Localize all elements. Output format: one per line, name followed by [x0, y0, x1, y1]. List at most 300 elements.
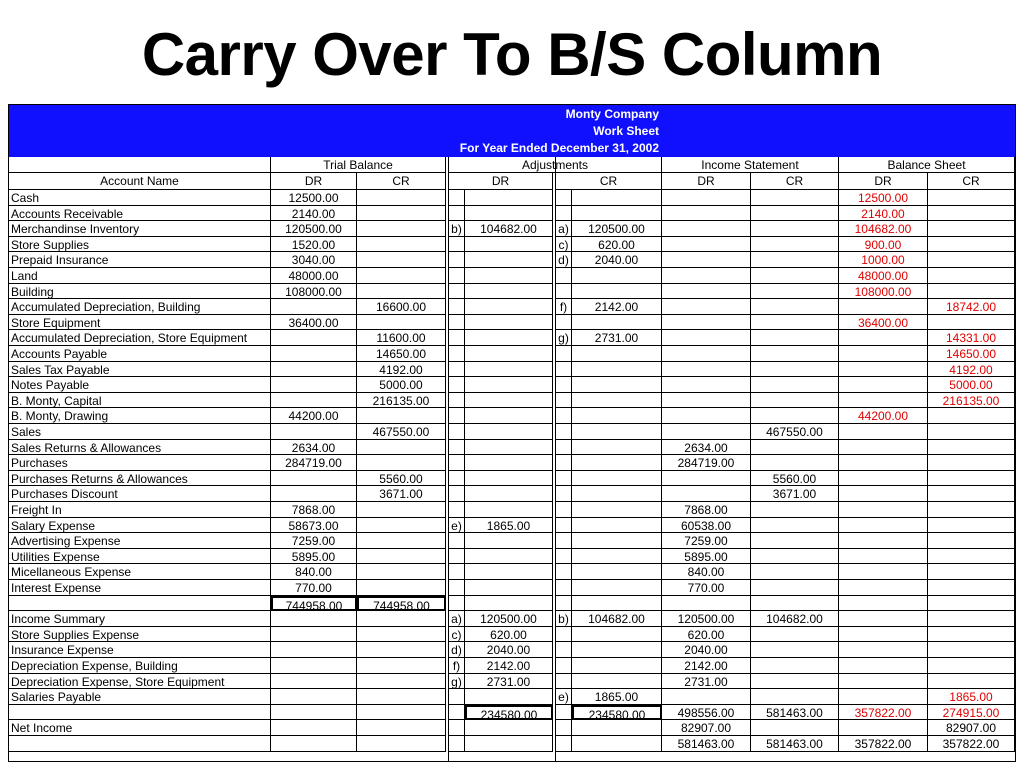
amount-cell: [928, 564, 1015, 580]
account-name-cell: Purchases Returns & Allowances: [9, 471, 271, 486]
amount-cell: [556, 486, 572, 502]
account-name-cell: Notes Payable: [9, 377, 271, 393]
amount-cell: 2731.00: [465, 674, 553, 689]
amount-cell: [357, 705, 446, 720]
amount-cell: 12500.00: [271, 190, 357, 206]
amount-cell: 44200.00: [839, 408, 928, 424]
amount-cell: [751, 658, 839, 674]
amount-cell: [556, 440, 572, 455]
amount-cell: 5560.00: [751, 471, 839, 486]
amount-cell: [662, 377, 751, 393]
amount-cell: [751, 564, 839, 580]
amount-cell: 3671.00: [751, 486, 839, 502]
amount-cell: [839, 502, 928, 518]
account-name-cell: Sales Tax Payable: [9, 362, 271, 377]
amount-cell: [449, 596, 465, 611]
amount-cell: [928, 502, 1015, 518]
amount-cell: [928, 315, 1015, 330]
amount-cell: [751, 642, 839, 658]
amount-cell: [271, 377, 357, 393]
amount-cell: [751, 408, 839, 424]
amount-cell: [556, 206, 572, 221]
amount-cell: [357, 658, 446, 674]
amount-cell: [572, 674, 662, 689]
amount-cell: [572, 564, 662, 580]
amount-cell: [839, 362, 928, 377]
amount-cell: [449, 268, 465, 284]
account-name-header: Account Name: [9, 173, 271, 190]
bs-dr-header: DR: [839, 173, 928, 190]
amount-cell: 104682.00: [751, 611, 839, 627]
amount-cell: 744958.00: [357, 596, 446, 611]
amount-cell: [465, 252, 553, 268]
amount-cell: [357, 502, 446, 518]
amount-cell: 3671.00: [357, 486, 446, 502]
amount-cell: 467550.00: [357, 424, 446, 440]
account-name-cell: [9, 596, 271, 611]
amount-cell: [928, 424, 1015, 440]
trial-balance-header: Trial Balance: [271, 157, 446, 173]
amount-cell: 284719.00: [271, 455, 357, 471]
account-name-cell: B. Monty, Capital: [9, 393, 271, 408]
amount-cell: [572, 268, 662, 284]
amount-cell: 2731.00: [662, 674, 751, 689]
amount-cell: [556, 502, 572, 518]
amount-cell: [465, 486, 553, 502]
amount-cell: 48000.00: [271, 268, 357, 284]
amount-cell: [271, 720, 357, 736]
amount-cell: 357822.00: [928, 736, 1015, 752]
amount-cell: [662, 393, 751, 408]
amount-cell: [357, 549, 446, 564]
amount-cell: [928, 284, 1015, 299]
amount-cell: [449, 393, 465, 408]
work-sheet: [8, 104, 1016, 762]
company-name: Monty Company: [565, 107, 659, 121]
amount-cell: [572, 346, 662, 362]
amount-cell: [271, 642, 357, 658]
account-name-cell: Cash: [9, 190, 271, 206]
amount-cell: 840.00: [662, 564, 751, 580]
amount-cell: [465, 502, 553, 518]
amount-cell: 5895.00: [271, 549, 357, 564]
amount-cell: [556, 596, 572, 611]
amount-cell: 3040.00: [271, 252, 357, 268]
amount-cell: [928, 642, 1015, 658]
amount-cell: [556, 674, 572, 689]
amount-cell: 18742.00: [928, 299, 1015, 315]
amount-cell: 12500.00: [839, 190, 928, 206]
amount-cell: [928, 549, 1015, 564]
amount-cell: [465, 362, 553, 377]
amount-cell: [839, 549, 928, 564]
amount-cell: 2142.00: [572, 299, 662, 315]
slide-title: Carry Over To B/S Column: [141, 21, 883, 88]
amount-cell: 1520.00: [271, 237, 357, 252]
amount-cell: 2140.00: [271, 206, 357, 221]
amount-cell: [928, 471, 1015, 486]
amount-cell: d): [556, 252, 572, 268]
amount-cell: [572, 315, 662, 330]
amount-cell: [572, 362, 662, 377]
amount-cell: [662, 424, 751, 440]
amount-cell: [449, 408, 465, 424]
account-name-cell: Accounts Receivable: [9, 206, 271, 221]
amount-cell: [662, 486, 751, 502]
adj-dr-header: DR: [449, 173, 553, 190]
amount-cell: [751, 346, 839, 362]
account-name-cell: Freight In: [9, 502, 271, 518]
amount-cell: 234580.00: [572, 705, 662, 720]
amount-cell: [662, 252, 751, 268]
amount-cell: [556, 471, 572, 486]
amount-cell: 770.00: [662, 580, 751, 596]
amount-cell: 2040.00: [465, 642, 553, 658]
amount-cell: 5000.00: [357, 377, 446, 393]
amount-cell: [662, 237, 751, 252]
amount-cell: 1865.00: [465, 518, 553, 533]
amount-cell: 14331.00: [928, 330, 1015, 346]
amount-cell: [751, 518, 839, 533]
amount-cell: 120500.00: [572, 221, 662, 237]
amount-cell: e): [556, 689, 572, 705]
amount-cell: 120500.00: [662, 611, 751, 627]
amount-cell: [751, 502, 839, 518]
amount-cell: [839, 627, 928, 642]
amount-cell: [751, 268, 839, 284]
amount-cell: [928, 596, 1015, 611]
amount-cell: [751, 533, 839, 549]
amount-cell: [572, 596, 662, 611]
amount-cell: [572, 720, 662, 736]
amount-cell: [839, 330, 928, 346]
amount-cell: 216135.00: [928, 393, 1015, 408]
amount-cell: [662, 346, 751, 362]
amount-cell: [271, 393, 357, 408]
amount-cell: [271, 424, 357, 440]
amount-cell: 234580.00: [465, 705, 553, 720]
amount-cell: [556, 455, 572, 471]
amount-cell: [928, 408, 1015, 424]
amount-cell: [556, 284, 572, 299]
amount-cell: 1865.00: [572, 689, 662, 705]
amount-cell: [662, 596, 751, 611]
amount-cell: [449, 377, 465, 393]
adj-cr-header: CR: [556, 173, 662, 190]
amount-cell: 36400.00: [839, 315, 928, 330]
amount-cell: 2634.00: [662, 440, 751, 455]
amount-cell: f): [449, 658, 465, 674]
amount-cell: [357, 206, 446, 221]
amount-cell: [465, 284, 553, 299]
amount-cell: [271, 362, 357, 377]
amount-cell: a): [556, 221, 572, 237]
amount-cell: 36400.00: [271, 315, 357, 330]
account-name-cell: Accounts Payable: [9, 346, 271, 362]
amount-cell: [751, 237, 839, 252]
amount-cell: [751, 393, 839, 408]
amount-cell: [928, 221, 1015, 237]
amount-cell: 274915.00: [928, 705, 1015, 720]
amount-cell: [928, 237, 1015, 252]
account-name-cell: Micellaneous Expense: [9, 564, 271, 580]
amount-cell: [465, 299, 553, 315]
period-label: For Year Ended December 31, 2002: [459, 141, 659, 155]
amount-cell: [928, 533, 1015, 549]
amount-cell: 5560.00: [357, 471, 446, 486]
amount-cell: 744958.00: [271, 596, 357, 611]
amount-cell: [839, 533, 928, 549]
amount-cell: [271, 674, 357, 689]
amount-cell: 48000.00: [839, 268, 928, 284]
amount-cell: [449, 486, 465, 502]
amount-cell: 14650.00: [928, 346, 1015, 362]
amount-cell: 4192.00: [357, 362, 446, 377]
amount-cell: 4192.00: [928, 362, 1015, 377]
amount-cell: [556, 580, 572, 596]
amount-cell: [751, 596, 839, 611]
amount-cell: [572, 533, 662, 549]
amount-cell: [449, 471, 465, 486]
amount-cell: [751, 455, 839, 471]
amount-cell: 840.00: [271, 564, 357, 580]
amount-cell: [662, 221, 751, 237]
amount-cell: [556, 362, 572, 377]
amount-cell: d): [449, 642, 465, 658]
amount-cell: [572, 408, 662, 424]
amount-cell: [662, 315, 751, 330]
amount-cell: 104682.00: [465, 221, 553, 237]
amount-cell: [556, 393, 572, 408]
amount-cell: [751, 330, 839, 346]
amount-cell: [465, 377, 553, 393]
amount-cell: [572, 190, 662, 206]
amount-cell: [928, 674, 1015, 689]
amount-cell: 1000.00: [839, 252, 928, 268]
amount-cell: 82907.00: [662, 720, 751, 736]
amount-cell: [662, 190, 751, 206]
amount-cell: [465, 720, 553, 736]
amount-cell: [839, 424, 928, 440]
amount-cell: [556, 627, 572, 642]
amount-cell: [271, 736, 357, 752]
amount-cell: 467550.00: [751, 424, 839, 440]
amount-cell: [357, 440, 446, 455]
amount-cell: [839, 611, 928, 627]
amount-cell: [449, 299, 465, 315]
amount-cell: 1865.00: [928, 689, 1015, 705]
account-name-cell: Purchases Discount: [9, 486, 271, 502]
amount-cell: [572, 642, 662, 658]
amount-cell: 104682.00: [839, 221, 928, 237]
amount-cell: 620.00: [465, 627, 553, 642]
amount-cell: [839, 455, 928, 471]
amount-cell: [751, 299, 839, 315]
amount-cell: [751, 377, 839, 393]
amount-cell: [928, 268, 1015, 284]
amount-cell: 120500.00: [271, 221, 357, 237]
amount-cell: [662, 471, 751, 486]
amount-cell: [449, 720, 465, 736]
amount-cell: 44200.00: [271, 408, 357, 424]
amount-cell: [449, 424, 465, 440]
amount-cell: 770.00: [271, 580, 357, 596]
amount-cell: [465, 736, 553, 752]
account-name-cell: Store Equipment: [9, 315, 271, 330]
amount-cell: c): [449, 627, 465, 642]
account-name-cell: [9, 705, 271, 720]
amount-cell: [465, 440, 553, 455]
amount-cell: [751, 580, 839, 596]
amount-cell: 2040.00: [662, 642, 751, 658]
amount-cell: [357, 268, 446, 284]
amount-cell: [928, 486, 1015, 502]
amount-cell: 58673.00: [271, 518, 357, 533]
amount-cell: 2634.00: [271, 440, 357, 455]
amount-cell: [556, 549, 572, 564]
amount-cell: b): [449, 221, 465, 237]
amount-cell: [357, 284, 446, 299]
amount-cell: [465, 471, 553, 486]
amount-cell: [449, 440, 465, 455]
amount-cell: [449, 580, 465, 596]
amount-cell: [271, 486, 357, 502]
amount-cell: [839, 471, 928, 486]
amount-cell: [839, 486, 928, 502]
amount-cell: [839, 642, 928, 658]
amount-cell: [751, 689, 839, 705]
account-name-cell: Income Summary: [9, 611, 271, 627]
amount-cell: b): [556, 611, 572, 627]
amount-cell: [751, 674, 839, 689]
document-title: Work Sheet: [593, 124, 659, 138]
amount-cell: [751, 315, 839, 330]
balance-sheet-header: Balance Sheet: [839, 157, 1015, 173]
amount-cell: [271, 299, 357, 315]
amount-cell: [271, 658, 357, 674]
amount-cell: [449, 190, 465, 206]
amount-cell: [357, 642, 446, 658]
amount-cell: [839, 720, 928, 736]
amount-cell: [572, 502, 662, 518]
amount-cell: 14650.00: [357, 346, 446, 362]
adjustments-header: Adjustments: [449, 157, 662, 173]
account-name-cell: Salary Expense: [9, 518, 271, 533]
amount-cell: [556, 720, 572, 736]
amount-cell: [572, 377, 662, 393]
amount-cell: [357, 408, 446, 424]
amount-cell: [357, 611, 446, 627]
amount-cell: [357, 736, 446, 752]
amount-cell: [465, 424, 553, 440]
amount-cell: [357, 564, 446, 580]
amount-cell: [839, 564, 928, 580]
amount-cell: [449, 237, 465, 252]
amount-cell: [465, 533, 553, 549]
amount-cell: 2142.00: [465, 658, 553, 674]
amount-cell: [449, 315, 465, 330]
amount-cell: [928, 455, 1015, 471]
amount-cell: [465, 268, 553, 284]
amount-cell: [556, 705, 572, 720]
amount-cell: [928, 190, 1015, 206]
account-name-cell: Land: [9, 268, 271, 284]
amount-cell: e): [449, 518, 465, 533]
amount-cell: 7868.00: [662, 502, 751, 518]
amount-cell: [839, 518, 928, 533]
amount-cell: [556, 346, 572, 362]
amount-cell: [556, 642, 572, 658]
amount-cell: 7259.00: [662, 533, 751, 549]
amount-cell: a): [449, 611, 465, 627]
amount-cell: 11600.00: [357, 330, 446, 346]
account-name-cell: Insurance Expense: [9, 642, 271, 658]
amount-cell: [465, 596, 553, 611]
income-statement-header: Income Statement: [662, 157, 839, 173]
amount-cell: [839, 393, 928, 408]
amount-cell: 620.00: [662, 627, 751, 642]
amount-cell: [928, 627, 1015, 642]
amount-cell: [556, 190, 572, 206]
amount-cell: [556, 377, 572, 393]
amount-cell: [449, 330, 465, 346]
amount-cell: [357, 237, 446, 252]
amount-cell: [751, 284, 839, 299]
amount-cell: 498556.00: [662, 705, 751, 720]
amount-cell: [662, 299, 751, 315]
amount-cell: [572, 736, 662, 752]
amount-cell: 108000.00: [271, 284, 357, 299]
amount-cell: [556, 658, 572, 674]
amount-cell: [572, 440, 662, 455]
amount-cell: [449, 455, 465, 471]
amount-cell: [357, 533, 446, 549]
account-name-cell: Advertising Expense: [9, 533, 271, 549]
amount-cell: [572, 658, 662, 674]
amount-cell: 108000.00: [839, 284, 928, 299]
amount-cell: 2142.00: [662, 658, 751, 674]
amount-cell: [357, 252, 446, 268]
amount-cell: [928, 658, 1015, 674]
amount-cell: [839, 596, 928, 611]
amount-cell: [928, 611, 1015, 627]
amount-cell: [556, 533, 572, 549]
amount-cell: [662, 689, 751, 705]
amount-cell: [572, 471, 662, 486]
amount-cell: [465, 315, 553, 330]
amount-cell: [839, 377, 928, 393]
amount-cell: [556, 736, 572, 752]
amount-cell: [839, 299, 928, 315]
amount-cell: [751, 252, 839, 268]
blank-header-cell: [9, 157, 271, 173]
amount-cell: 581463.00: [751, 705, 839, 720]
account-name-cell: Utilities Expense: [9, 549, 271, 564]
amount-cell: [449, 346, 465, 362]
amount-cell: [572, 424, 662, 440]
amount-cell: 357822.00: [839, 736, 928, 752]
account-name-cell: Interest Expense: [9, 580, 271, 596]
amount-cell: f): [556, 299, 572, 315]
amount-cell: [572, 549, 662, 564]
amount-cell: [751, 440, 839, 455]
amount-cell: [449, 564, 465, 580]
amount-cell: [449, 502, 465, 518]
amount-cell: [572, 455, 662, 471]
amount-cell: [751, 362, 839, 377]
account-name-cell: [9, 736, 271, 752]
account-name-cell: Building: [9, 284, 271, 299]
